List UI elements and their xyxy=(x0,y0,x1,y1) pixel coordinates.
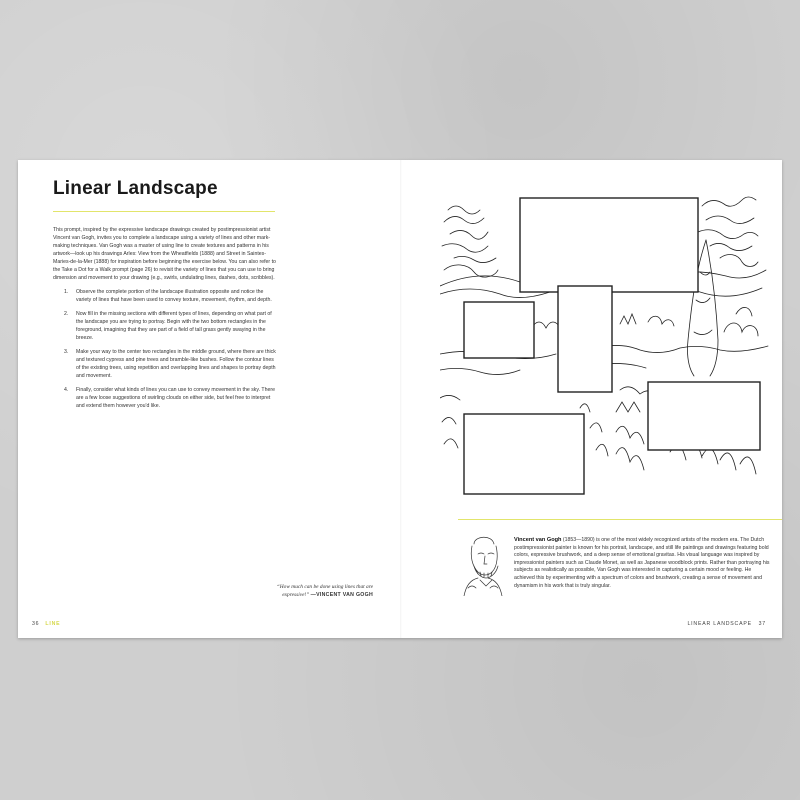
blank-rect-sky xyxy=(520,198,698,292)
pull-quote xyxy=(203,583,373,599)
step-text: Finally, consider what kinds of lines you can use to convey movement in the sky. There are a few loose suggestions of swirling clouds on either side, but feel free to interpret and extend them however you'd like. xyxy=(76,387,275,409)
step-number: 4. xyxy=(64,387,69,393)
step-text: Now fill in the missing sections with different types of lines, depending on what part of the landscape you are trying to portray. Begin with the two bottom rectangles in the foreground, imagining that they are part of a field of tall grass gently swaying in the breeze. xyxy=(76,311,272,341)
running-header: LINEAR LANDSCAPE xyxy=(687,621,752,627)
page-number-left: 36 xyxy=(32,621,40,627)
page-number-right: 37 xyxy=(758,621,766,627)
artist-bio xyxy=(514,537,772,590)
list-item xyxy=(53,386,278,410)
step-number: 1. xyxy=(64,289,69,295)
blank-rect-left-middle xyxy=(464,302,534,358)
blank-rect-left-foreground xyxy=(464,414,584,494)
step-number: 3. xyxy=(64,349,69,355)
step-number: 2. xyxy=(64,311,69,317)
instructions-body xyxy=(53,226,278,416)
list-item xyxy=(53,348,278,380)
steps-list xyxy=(53,288,278,410)
title-rule xyxy=(53,211,275,212)
list-item xyxy=(53,310,278,342)
folio-left xyxy=(32,621,60,627)
folio-right xyxy=(687,621,766,627)
step-text: Make your way to the center two rectangles in the middle ground, where there are thick and textured cypress and pine trees and bramble-like bushes. Follow the contour lines of the existing trees, using repetition and overlapping lines and shapes to portray depth and movement. xyxy=(76,349,276,379)
quote-attribution: —VINCENT VAN GOGH xyxy=(310,592,373,598)
page-title: Linear Landscape xyxy=(53,178,218,199)
book-gutter xyxy=(400,160,402,638)
van-gogh-portrait xyxy=(458,530,508,596)
bio-rule xyxy=(458,519,782,520)
quote-line-1: “How much can be done using lines that are xyxy=(276,584,373,590)
list-item xyxy=(53,288,278,304)
bio-name: Vincent van Gogh xyxy=(514,537,562,543)
section-label: LINE xyxy=(45,621,61,627)
landscape-illustration xyxy=(440,182,770,502)
blank-rect-center xyxy=(558,286,612,392)
book-spread xyxy=(18,160,782,638)
blank-rect-right-foreground xyxy=(648,382,760,450)
step-text: Observe the complete portion of the landscape illustration opposite and notice the variety of lines that have been used to convey texture, movement, rhythm, and depth. xyxy=(76,289,272,303)
quote-line-2: expressive!” xyxy=(282,592,310,598)
intro-paragraph: This prompt, inspired by the expressive landscape drawings created by postimpressionist artist Vincent van Gogh, invites you to complete a landscape using a variety of lines and other mark-making techniques. Van Gogh was a master of using line to create textures and patterns in his artwork—look up his drawings Arles: View from the Wheatfields (1888) and Street in Saintes-Maries-de-la-Mer (1888) for inspiration before beginning the exercise below. You can also refer to the Take a Dot for a Walk prompt (page 26) to revisit the variety of lines that you can use to bring dimension and movement to your drawing (e.g., swirls, undulating lines, dashes, dots, scribbles). xyxy=(53,227,276,281)
bio-text: (1853—1890) is one of the most widely recognized artists of the modern era. The Dutch postimpressionist painter is known for his portrait, landscape, and still life paintings and drawings featuring bold colors, expressive brushwork, and a deep sense of emotional gravitas. His visual language was inspired by impressionist painters such as Claude Monet, as well as Japanese woodblock prints. Rather than portraying his subjects as realistically as possible, Van Gogh was interested in capturing a certain mood or feeling. He achieved this by experimenting with a spectrum of colors and brushwork, creating a sense of movement and dynamism in his work that is truly singular. xyxy=(514,537,770,589)
